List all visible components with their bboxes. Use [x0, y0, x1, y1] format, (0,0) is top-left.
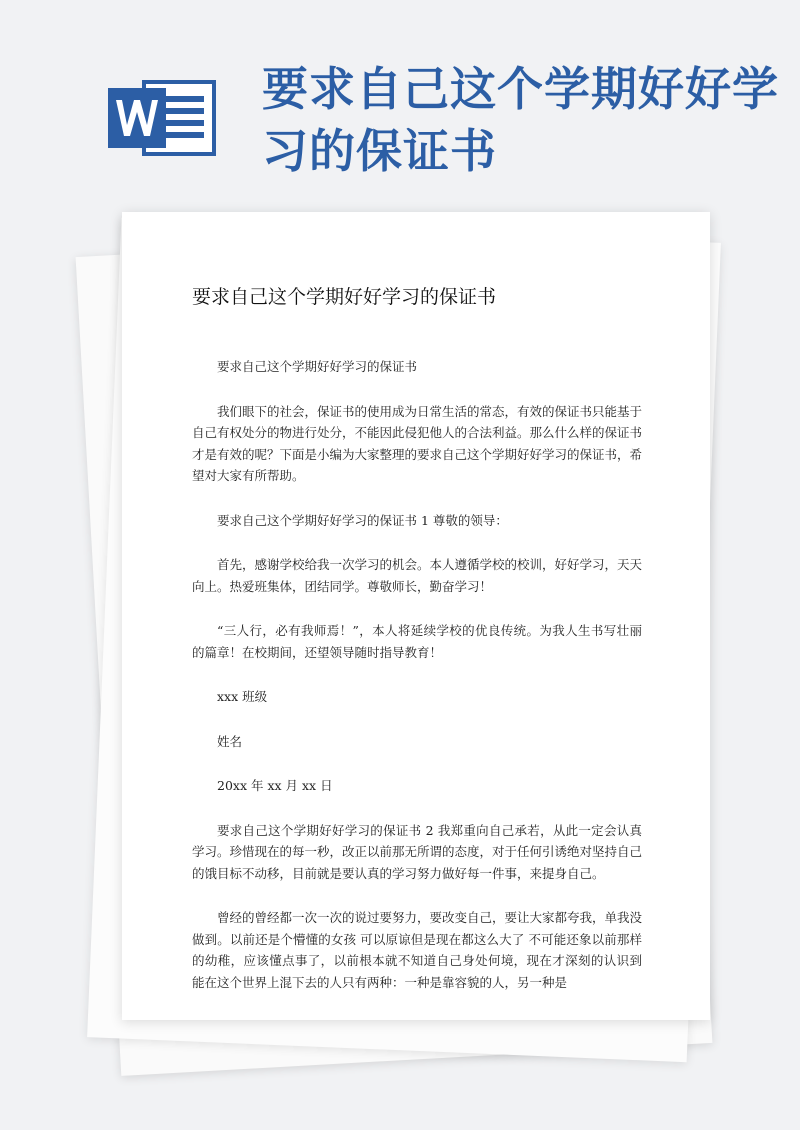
date-line: 20xx 年 xx 月 xx 日: [217, 778, 333, 793]
page-heading: 要求自己这个学期好好学习的保证书: [192, 286, 497, 308]
document-page: [122, 212, 710, 1020]
paragraph: 我们眼下的社会，保证书的使用成为日常生活的常态，有效的保证书只能基于自己有权处分的物进行处分，不能因此侵犯他人的合法利益。那么什么样的保证书才是有效的呢？下面是小编为大家整理的要求自己这个学期好好学习的保证书，希望对大家有所帮助。: [192, 403, 643, 483]
paragraph: 曾经的曾经都一次一次的说过要努力，要改变自己，要让大家都夸我，单我没做到。以前还是个懵懂的女孩 可以原谅但是现在都这么大了 不可能还象以前那样的幼稚，应该懂点事了，以前根本就不知道自己身处何境，现在才深刻的认识到 能在这个世界上混下去的人只有两种：一种是靠容貌的人，另一种是: [192, 910, 643, 990]
name-line: 姓名: [217, 733, 243, 749]
header: [0, 0, 800, 200]
paragraph: 要求自己这个学期好好学习的保证书 1 尊敬的领导：: [217, 512, 508, 528]
paragraph: 首先，感谢学校给我一次学习的机会。本人遵循学校的校训，好好学习，天天向上。热爱班集体，团结同学。尊敬师长，勤奋学习！: [192, 557, 643, 594]
word-document-icon: [108, 78, 218, 158]
class-line: xxx 班级: [217, 689, 268, 704]
document-title: 要求自己这个学期好好学习的保证书: [262, 62, 779, 178]
document-body: [192, 356, 642, 1016]
paragraph: 要求自己这个学期好好学习的保证书 2 我郑重向自己承若，从此一定会认真学习。珍惜现在的每一秒，改正以前那无所谓的态度，对于任何引诱绝对坚持自己的饿目标不动移，目前就是要认真的学习努力做好每一件事，来提身自己。: [192, 822, 643, 881]
paragraph: “三人行，必有我师焉！”，本人将延续学校的优良传统。为我人生书写壮丽的篇章！在校期间，还望领导随时指导教育！: [192, 623, 642, 660]
paragraph: 要求自己这个学期好好学习的保证书: [217, 359, 418, 374]
